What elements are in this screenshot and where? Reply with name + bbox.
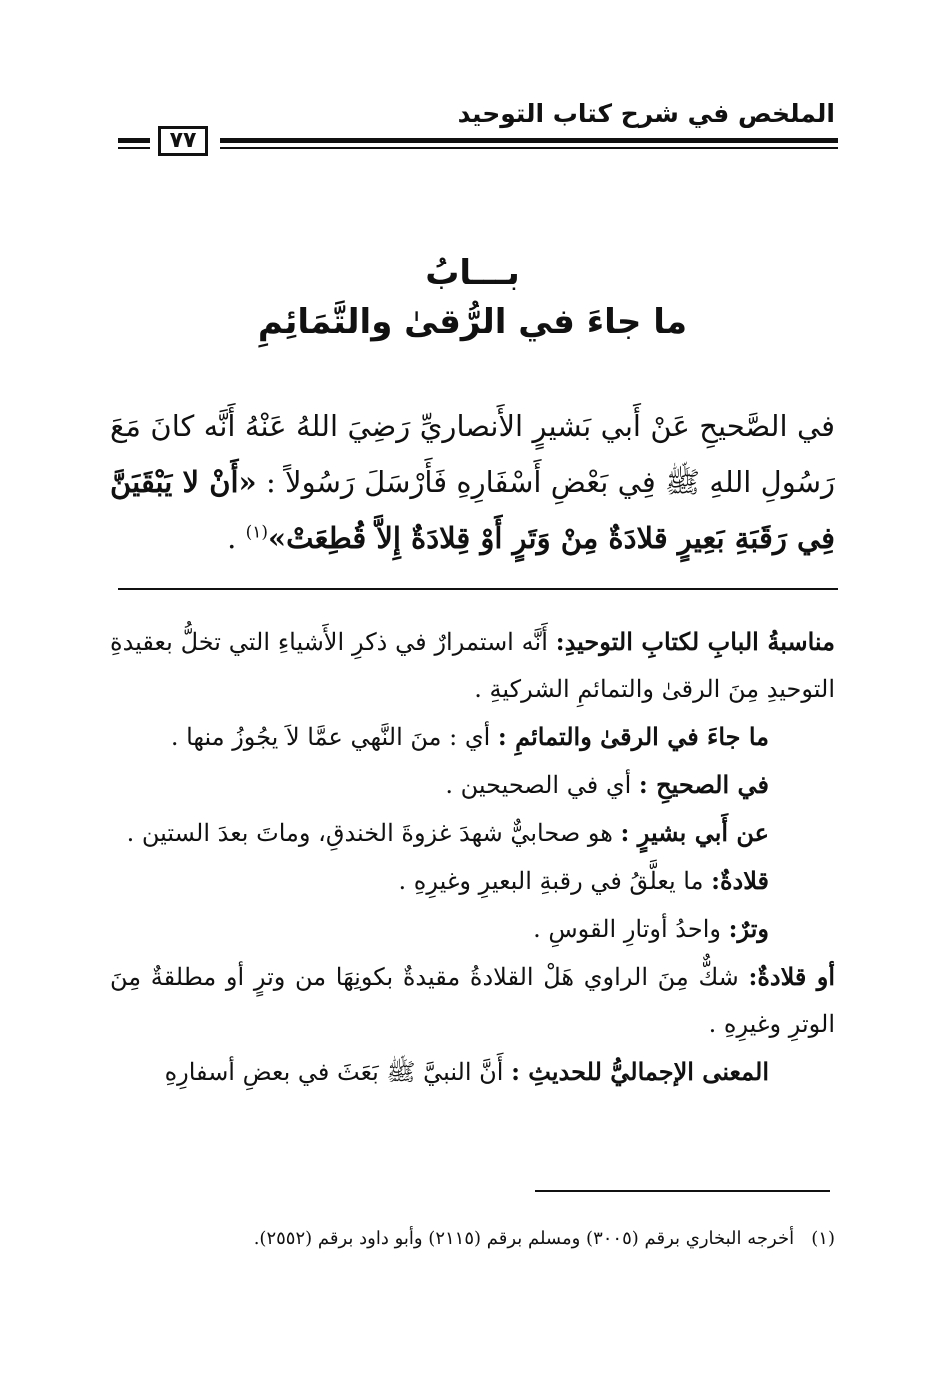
hadith-text — [110, 398, 835, 566]
commentary-paragraph — [110, 1048, 835, 1096]
footnote-divider — [535, 1190, 830, 1192]
commentary-paragraph — [110, 618, 835, 713]
header-rule — [220, 138, 838, 143]
commentary-text: أَنَّ النبيَّ ﷺ بَعَثَ في بعضِ أسفارِهِ — [164, 1058, 512, 1086]
chapter-title: ما جاءَ في الرُّقىٰ والتَّمَائِمِ — [257, 302, 688, 342]
commentary-text: شكٌّ مِنَ الراوي هَلْ القلادةُ مقيدةٌ بكونِهَا من وترٍ أو مطلقةٌ مِنَ الوترِ وغيرِهِ . — [110, 963, 835, 1038]
chapter-label: بـــابُ — [425, 253, 520, 293]
commentary-term: عن أَبي بشيرٍ : — [620, 818, 769, 847]
header-rule-left-stub-thin — [118, 147, 150, 149]
footnote-reference: (١) — [245, 522, 268, 543]
commentary-term: المعنى الإجماليُّ للحديثِ : — [511, 1057, 769, 1086]
commentary-term: قلادةٌ: — [711, 866, 769, 895]
commentary-term: ما جاءَ في الرقىٰ والتمائمِ : — [497, 722, 769, 751]
hadith-intro: في الصَّحيحِ عَنْ أَبي بَشيرٍ الأَنصاريِّ رَضِيَ اللهُ عَنْهُ أَنَّه كانَ مَعَ رَسُولِ اللهِ ﷺ فِي بَعْضِ أَسْفَارِهِ فَأَرْسَلَ رَسُولاً : — [110, 409, 836, 499]
running-title: الملخص في شرح كتاب التوحيد — [457, 99, 835, 128]
commentary-text: أي : منَ النَّهي عمَّا لاَ يجُوزُ منها . — [170, 723, 498, 751]
footnote-number: (١) — [811, 1228, 835, 1249]
page-number: ٧٧ — [158, 126, 208, 156]
commentary-text: ما يعلَّقُ في رقبةِ البعيرِ وغيرِهِ . — [398, 867, 712, 895]
header-rule-left-stub — [118, 138, 150, 143]
hadith-quote: «أَنْ لا يَبْقَيَنَّ فِي رَقَبَةِ بَعِيرٍ قلادَةٌ مِنْ وَتَرٍ أَوْ قِلادَةٌ إِلاَّ قُطِعَتْ» — [110, 465, 835, 555]
commentary — [110, 618, 835, 1096]
commentary-paragraph — [110, 953, 835, 1048]
commentary-paragraph — [110, 713, 835, 761]
commentary-text: واحدُ أوتارِ القوسِ . — [533, 915, 729, 943]
hadith-end: . — [227, 521, 246, 555]
commentary-paragraph — [110, 809, 835, 857]
section-divider — [118, 588, 838, 590]
commentary-paragraph — [110, 905, 835, 953]
commentary-term: أو قلادةٌ: — [748, 962, 836, 991]
commentary-paragraph — [110, 857, 835, 905]
commentary-text: أي في الصحيحين . — [445, 771, 639, 799]
footnote-text: أخرجه البخاري برقم (٣٠٠٥) ومسلم برقم (٢١١٥) وأبو داود برقم (٢٥٥٢). — [253, 1228, 795, 1249]
commentary-text: أَنَّه استمرارٌ في ذكرِ الأَشياءِ التي تخلُّ بعقيدةِ التوحيدِ مِنَ الرقىٰ والتمائمِ الشركيةِ . — [110, 628, 835, 703]
commentary-term: في الصحيحِ : — [638, 770, 769, 799]
commentary-paragraph — [110, 761, 835, 809]
header-rule-thin — [220, 147, 838, 149]
commentary-term: مناسبةُ البابِ لكتابِ التوحيدِ: — [555, 627, 835, 656]
commentary-text: هو صحابيٌّ شهدَ غزوةَ الخندقِ، وماتَ بعدَ الستين . — [126, 819, 621, 847]
footnote — [110, 1224, 835, 1254]
commentary-term: وترٌ: — [728, 914, 769, 943]
